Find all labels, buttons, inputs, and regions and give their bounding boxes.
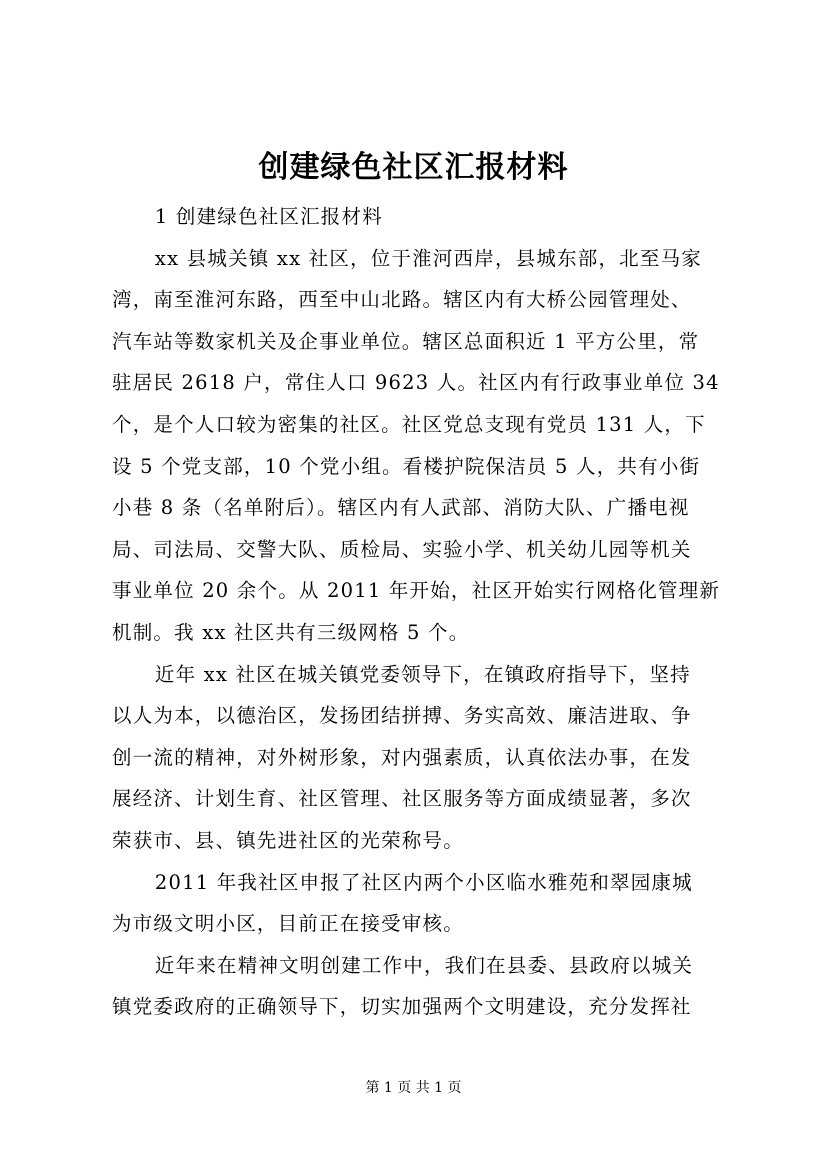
paragraph-line: 2011 年我社区申报了社区内两个小区临水雅苑和翠园康城 — [154, 870, 693, 894]
paragraph-line: 湾，南至淮河东路，西至中山北路。辖区内有大桥公园管理处、 — [112, 288, 692, 312]
document-title: 创建绿色社区汇报材料 — [258, 150, 569, 185]
paragraph-line: 小巷 8 条（名单附后）。辖区内有人武部、消防大队、广播电视 — [112, 496, 690, 520]
page-number-footer: 第 1 页 共 1 页 — [365, 1080, 462, 1096]
paragraph-line: 近年来在精神文明创建工作中，我们在县委、县政府以城关 — [154, 953, 694, 977]
paragraph-line: 个，是个人口较为密集的社区。社区党总支现有党员 131 人，下 — [112, 412, 706, 436]
paragraph-line: 驻居民 2618 户，常住人口 9623 人。社区内有行政事业单位 34 — [112, 371, 720, 395]
paragraph-line: 汽车站等数家机关及企事业单位。辖区总面积近 1 平方公里，常 — [112, 329, 700, 353]
paragraph-line: 设 5 个党支部，10 个党小组。看楼护院保洁员 5 人，共有小街 — [112, 454, 701, 478]
paragraph-line: 荣获市、县、镇先进社区的光荣称号。 — [112, 828, 464, 852]
paragraph-line: 机制。我 xx 社区共有三级网格 5 个。 — [112, 620, 470, 644]
paragraph-line: 近年 xx 社区在城关镇党委领导下，在镇政府指导下，坚持 — [154, 662, 691, 686]
paragraph-line: 以人为本，以德治区，发扬团结拼搏、务实高效、廉洁进取、争 — [112, 704, 692, 728]
subtitle-line: 1 创建绿色社区汇报材料 — [154, 205, 383, 228]
document-body — [112, 196, 720, 1028]
paragraph-line: 镇党委政府的正确领导下，切实加强两个文明建设，充分发挥社 — [112, 995, 692, 1019]
paragraph-4 — [112, 945, 720, 1028]
paragraph-line: 局、司法局、交警大队、质检局、实验小学、机关幼儿园等机关 — [112, 537, 692, 561]
document-subtitle — [112, 196, 720, 238]
paragraph-3 — [112, 862, 720, 945]
paragraph-line: xx 县城关镇 xx 社区，位于淮河西岸，县城东部，北至马家 — [154, 246, 702, 270]
paragraph-line: 展经济、计划生育、社区管理、社区服务等方面成绩显著，多次 — [112, 787, 692, 811]
paragraph-line: 事业单位 20 余个。从 2011 年开始，社区开始实行网格化管理新 — [112, 579, 721, 603]
paragraph-line: 创一流的精神，对外树形象，对内强素质，认真依法办事，在发 — [112, 745, 692, 769]
paragraph-1 — [112, 238, 720, 654]
paragraph-2 — [112, 654, 720, 862]
paragraph-line: 为市级文明小区，目前正在接受审核。 — [112, 912, 464, 936]
